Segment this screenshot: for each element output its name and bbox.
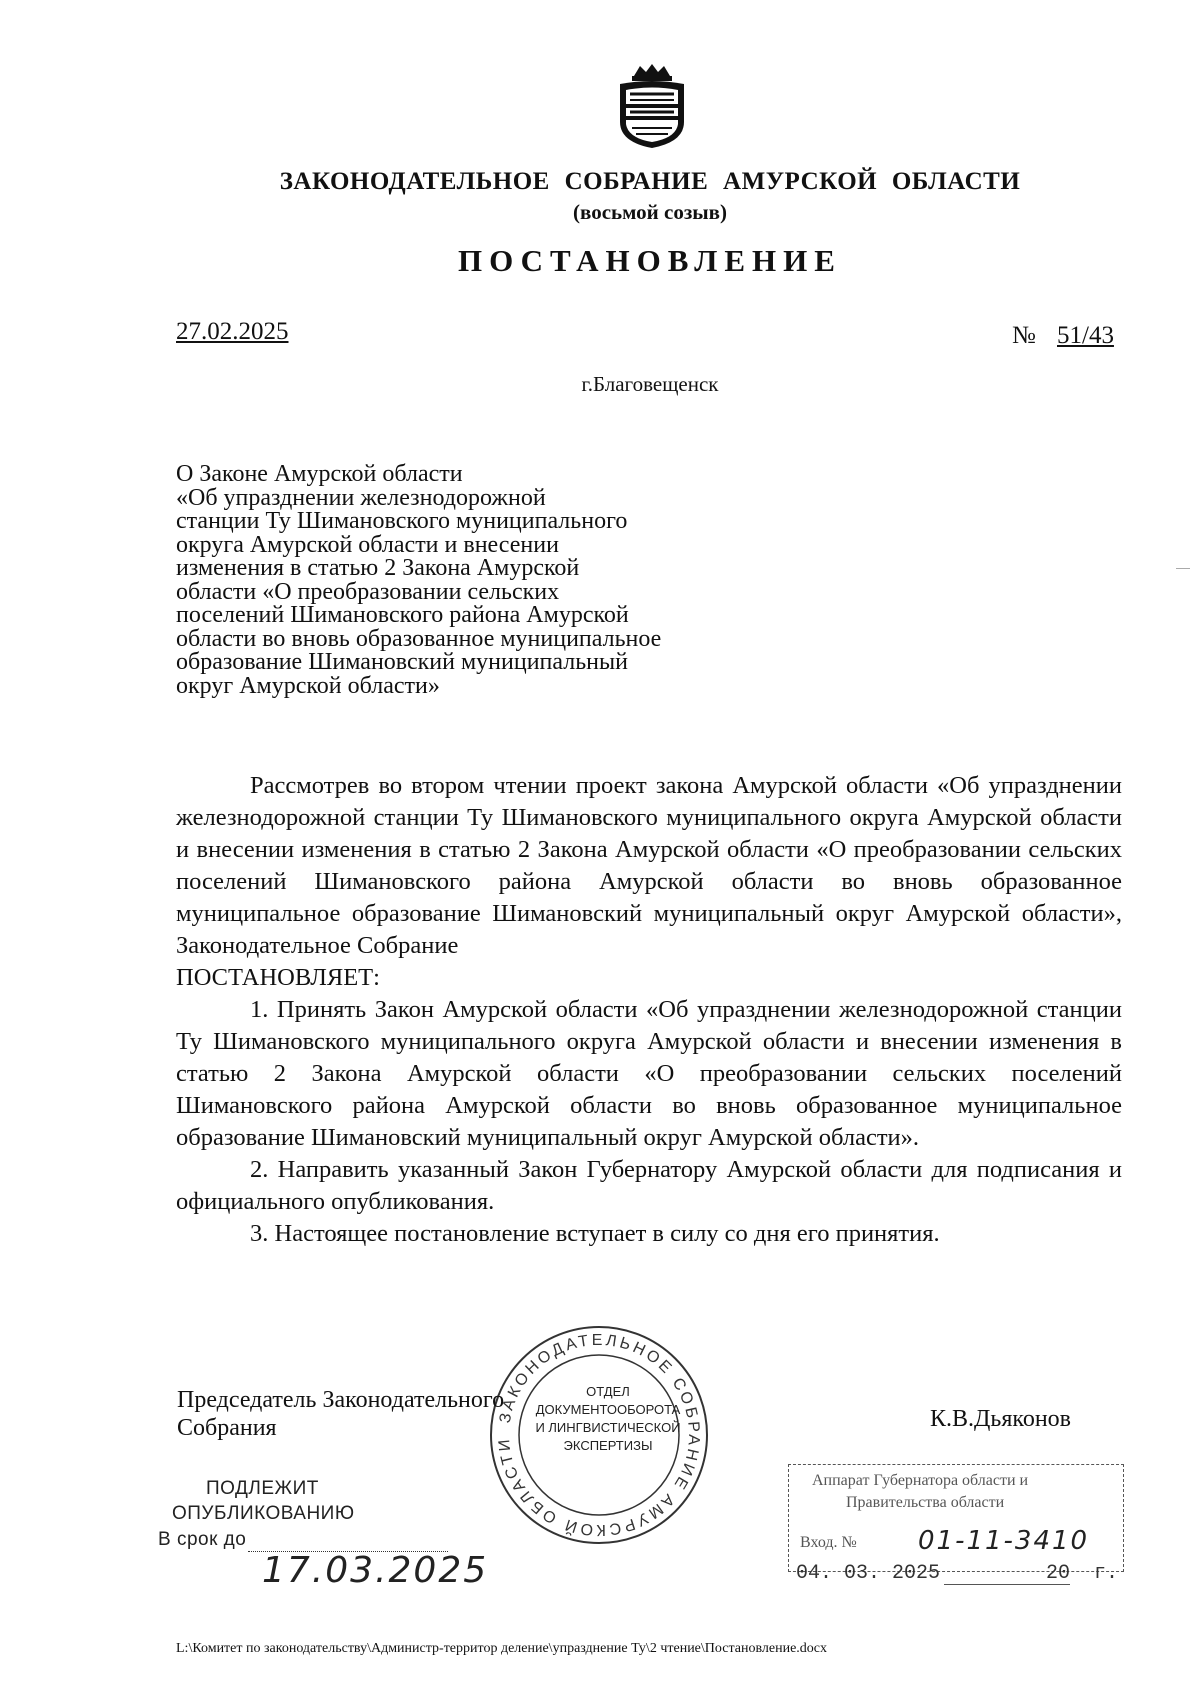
- subject-line: изменения в статью 2 Закона Амурской: [176, 555, 580, 581]
- signatory-name: К.В.Дьяконов: [930, 1406, 1071, 1432]
- preamble-paragraph: Рассмотрев во втором чтении проект закона Амурской области «Об упразднении железнодорожной станции Ту Шимановского муниципального округа Амурской области и внесении изменения в статью 2 Закона Амурской области «О преобразовании сельских поселений Шимановского района Амурской области во вновь образованное муниципальное образование Шимановский муниципальный округ Амурской области», Законодательное Собрание: [176, 772, 1122, 959]
- stamp-ring-text: ЗАКОНОДАТЕЛЬНОЕ СОБРАНИЕ АМУРСКОЙ ОБЛАСТИ: [495, 1331, 703, 1539]
- organization-title: ЗАКОНОДАТЕЛЬНОЕ СОБРАНИЕ АМУРСКОЙ ОБЛАСТИ: [279, 168, 1021, 195]
- city-label: г.Благовещенск: [581, 372, 719, 396]
- subject-line: округ Амурской области»: [176, 672, 440, 699]
- subject-line: О Законе Амурской области: [176, 461, 463, 487]
- signatory-position: [177, 1386, 504, 1442]
- signatory-position-line: Председатель Законодательного: [177, 1387, 505, 1413]
- signatory-position-line: Собрания: [177, 1415, 277, 1441]
- coat-of-arms-emblem: [612, 62, 692, 150]
- registration-year-letter: г.: [1094, 1562, 1119, 1585]
- subject-line: поселений Шимановского района Амурской: [176, 602, 629, 628]
- document-subject: [176, 463, 736, 698]
- official-round-stamp: [486, 1322, 712, 1548]
- document-date: 27.02.2025: [176, 318, 289, 345]
- subject-line: образование Шимановский муниципальный: [176, 649, 628, 675]
- registration-date-year: 2025: [892, 1562, 941, 1585]
- stamp-center-line: ОТДЕЛ: [586, 1384, 630, 1399]
- incoming-label: Вход. №: [800, 1534, 857, 1551]
- publication-handwritten-date: 17.03.2025: [262, 1550, 489, 1591]
- subject-line: области во вновь образованное муниципальное: [176, 625, 662, 652]
- document-number: 51/43: [1057, 322, 1114, 349]
- registration-date-day-month: 04. 03.: [796, 1562, 881, 1585]
- publication-stamp-line: В срок до: [158, 1529, 247, 1550]
- subject-line: округа Амурской области и внесении: [176, 531, 559, 558]
- resolution-body: [176, 770, 1122, 1250]
- subject-line: станции Ту Шимановского муниципального: [176, 508, 628, 534]
- convocation-label: (восьмой созыв): [573, 200, 727, 224]
- resolution-item: 2. Направить указанный Закон Губернатору Амурской области для подписания и официального опубликования.: [176, 1156, 1122, 1215]
- registration-stamp-line: Аппарат Губернатора области и: [812, 1472, 1029, 1489]
- resolves-heading: ПОСТАНОВЛЯЕТ:: [176, 964, 380, 991]
- subject-line: области «О преобразовании сельских: [176, 578, 560, 605]
- number-label: №: [1012, 322, 1036, 349]
- resolution-item: 1. Принять Закон Амурской области «Об упразднении железнодорожной станции Ту Шимановского муниципального округа Амурской области и внесении изменения в статью 2 Закона Амурской области «О преобразовании сельских поселений Шимановского района Амурской области во вновь образованное муниципальное образование Шимановский муниципальный округ Амурской области».: [176, 996, 1122, 1151]
- file-path-footer: L:\Комитет по законодательству\Администр-территор деление\упразднение Ту\2 чтение\Постановление.docx: [176, 1641, 827, 1656]
- registration-year-suffix: 20: [1046, 1562, 1071, 1585]
- stamp-center-line: ЭКСПЕРТИЗЫ: [563, 1438, 653, 1453]
- registration-stamp-line: Правительства области: [846, 1494, 1005, 1511]
- document-type-heading: ПОСТАНОВЛЕНИЕ: [458, 243, 842, 278]
- stamp-center-line: И ЛИНГВИСТИЧЕСКОЙ: [535, 1420, 681, 1435]
- resolution-item: 3. Настоящее постановление вступает в силу со дня его принятия.: [250, 1220, 940, 1247]
- incoming-number: 01-11-3410: [918, 1526, 1090, 1556]
- publication-stamp-line: ПОДЛЕЖИТ: [206, 1478, 319, 1499]
- scan-mark: [1176, 568, 1190, 569]
- stamp-center-line: ДОКУМЕНТООБОРОТА: [535, 1402, 681, 1417]
- subject-line: «Об упразднении железнодорожной: [176, 484, 546, 511]
- publication-stamp-line: ОПУБЛИКОВАНИЮ: [172, 1503, 355, 1524]
